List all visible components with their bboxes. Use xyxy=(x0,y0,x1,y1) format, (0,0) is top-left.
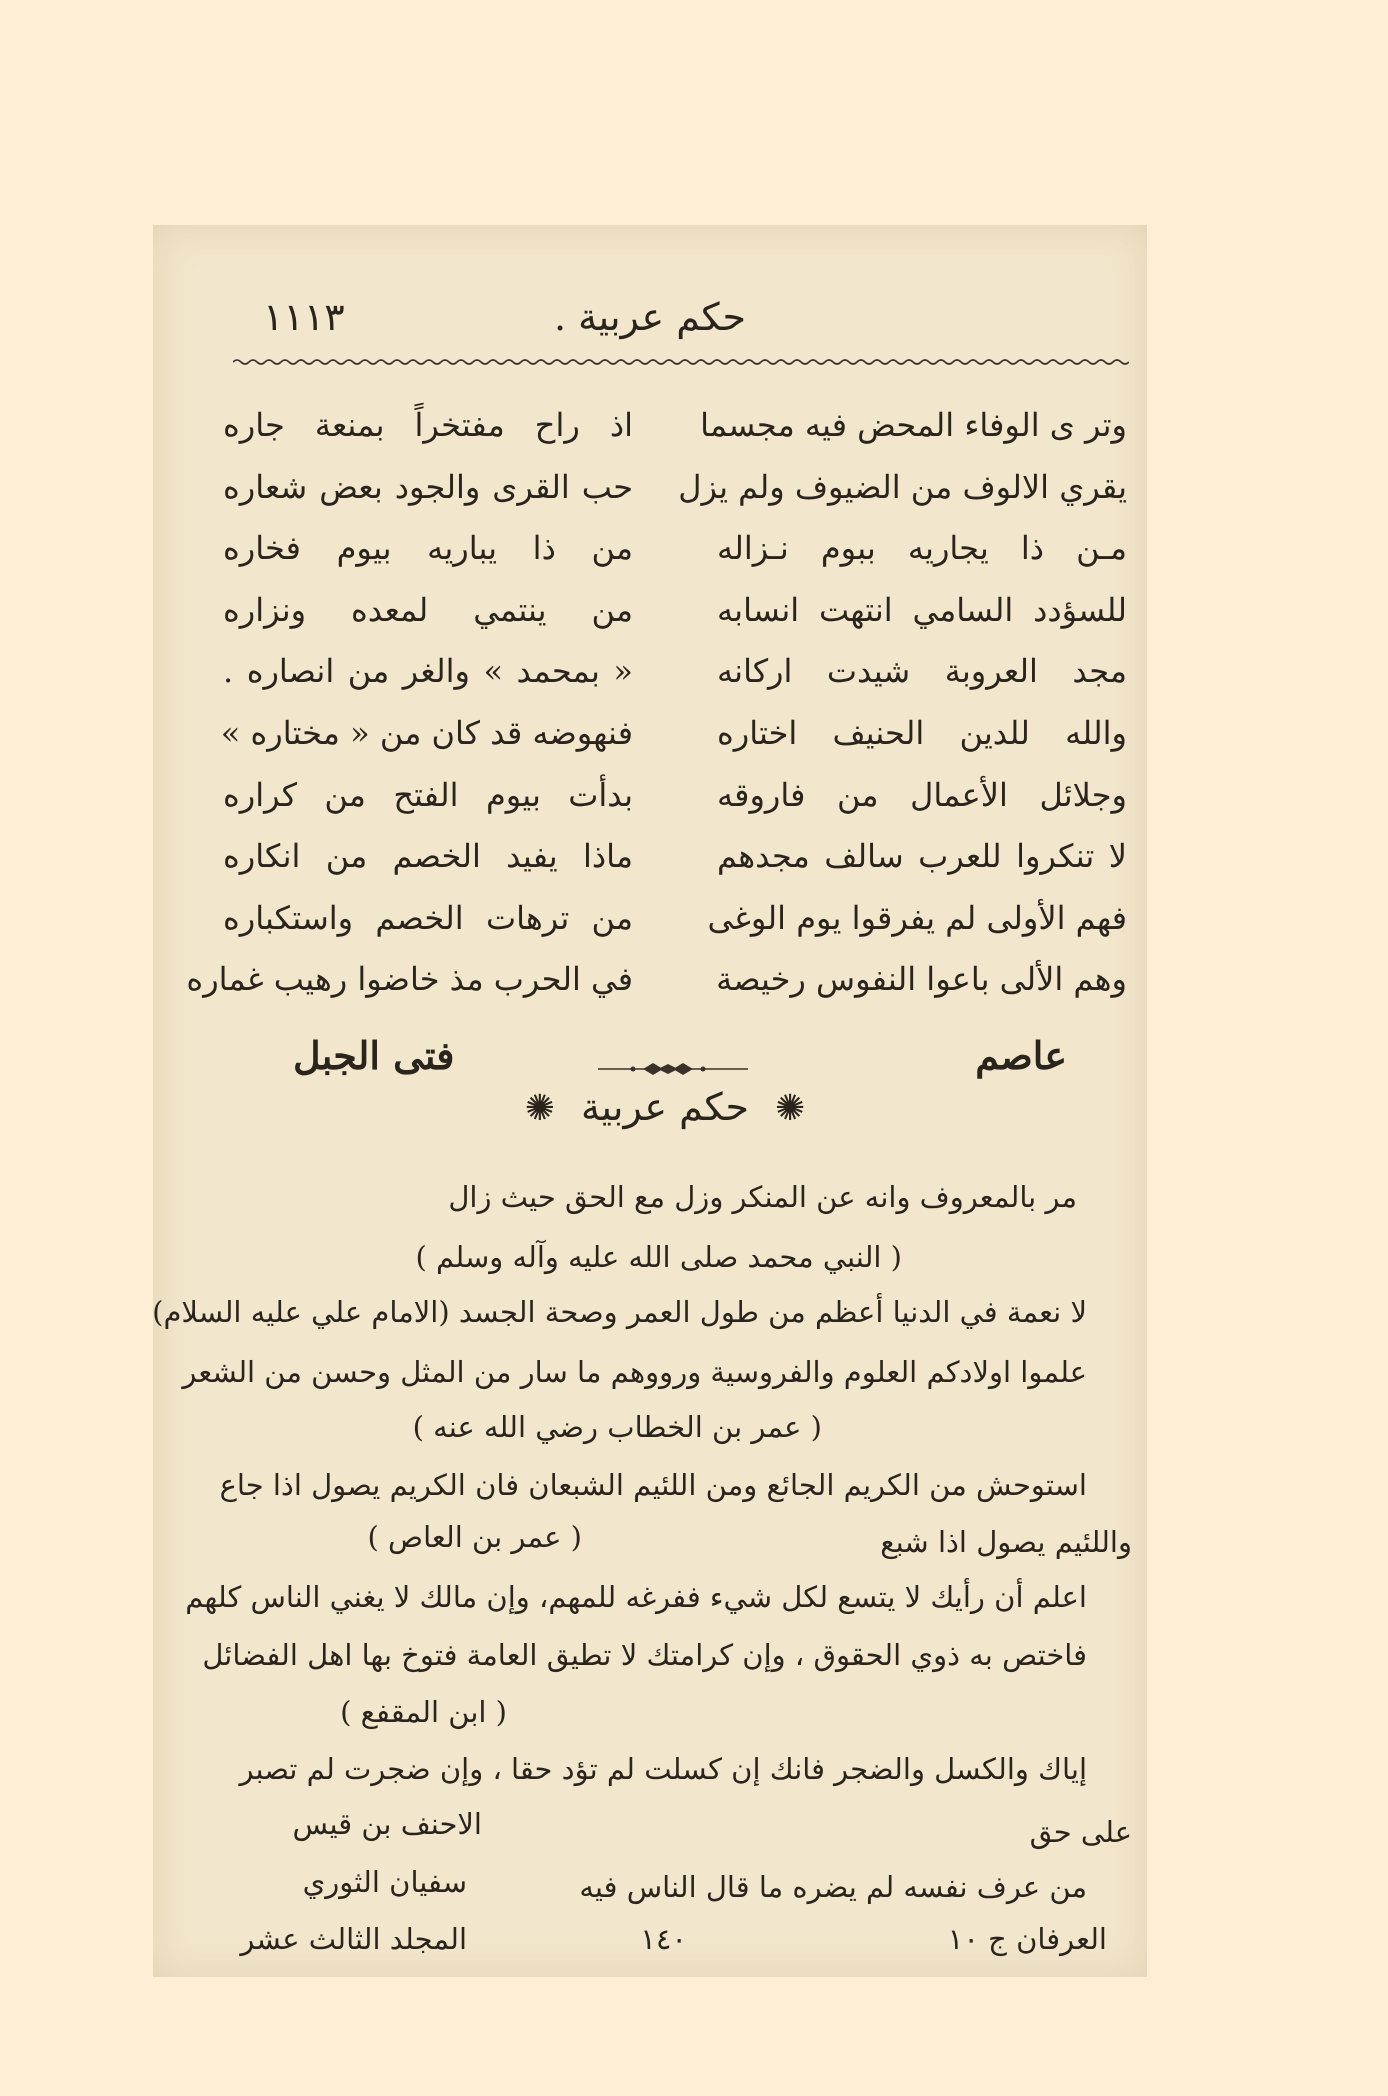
section-heading xyxy=(153,1085,1147,1129)
verse-right-6: والله للدين الحنيف اختاره xyxy=(717,713,1127,752)
saying-attribution-5: ( ابن المقفع ) xyxy=(340,1695,507,1729)
saying-line-4: استوحش من الكريم الجائع ومن اللئيم الشبعان فان الكريم يصول اذا جاع xyxy=(219,1468,1087,1502)
verse-left-10: في الحرب مذ خاضوا رهيب غماره xyxy=(186,960,633,999)
verse-left-7: بدأت بيوم الفتح من كراره xyxy=(223,775,633,814)
saying-line-6-cont: على حق xyxy=(1029,1815,1132,1849)
verse-left-8: ماذا يفيد الخصم من انكاره xyxy=(223,837,633,876)
saying-line-1: مر بالمعروف وانه عن المنكر وزل مع الحق حيث زال xyxy=(448,1180,1077,1214)
saying-attribution-3: ( عمر بن الخطاب رضي الله عنه ) xyxy=(412,1410,822,1444)
verse-left-5: « بمحمد » والغر من انصاره . xyxy=(223,652,633,691)
star-ornament-icon: ✺ xyxy=(775,1088,806,1129)
saying-line-2: لا نعمة في الدنيا أعظم من طول العمر وصحة الجسد (الامام علي عليه السلام) xyxy=(152,1295,1087,1329)
scanned-page xyxy=(153,225,1147,1977)
verse-right-4: للسؤدد السامي انتهت انسابه xyxy=(717,590,1127,629)
poem-signature-left: فتى الجبل xyxy=(293,1033,455,1078)
saying-attribution-4: ( عمر بن العاص ) xyxy=(367,1520,582,1554)
saying-attribution-7: سفيان الثوري xyxy=(302,1865,467,1899)
page-header xyxy=(223,295,1077,355)
saying-line-6: إياك والكسل والضجر فانك إن كسلت لم تؤد حقا ، وإن ضجرت لم تصبر xyxy=(239,1752,1087,1786)
verse-right-5: مجد العروبة شيدت اركانه xyxy=(717,652,1127,691)
verse-left-1: اذ راح مفتخراً بمنعة جاره xyxy=(223,406,633,444)
verse-left-4: من ينتمي لمعده ونزاره xyxy=(223,590,633,629)
verse-right-2: يقري الالوف من الضيوف ولم يزل xyxy=(678,467,1127,506)
footer-issue: العرفان ج ١٠ xyxy=(947,1922,1107,1956)
poem-left-column xyxy=(186,395,633,1011)
footer-volume: المجلد الثالث عشر xyxy=(240,1922,467,1956)
saying-line-4-cont: واللئيم يصول اذا شبع xyxy=(880,1525,1132,1559)
verse-right-8: لا تنكروا للعرب سالف مجدهم xyxy=(717,837,1127,876)
footer-signature-number: ١٤٠ xyxy=(640,1922,687,1956)
saying-line-3: علموا اولادكم العلوم والفروسية ورووهم ما سار من المثل وحسن من الشعر xyxy=(182,1355,1087,1389)
saying-line-5-cont: فاختص به ذوي الحقوق ، وإن كرامتك لا تطيق العامة فتوخ بها اهل الفضائل xyxy=(202,1638,1087,1672)
verse-right-3: مـن ذا يجاريه ببوم نـزاله xyxy=(717,529,1127,568)
verse-left-3: من ذا يباريه بيوم فخاره xyxy=(223,529,633,568)
header-wavy-rule xyxy=(233,357,1129,367)
poem-signature-right: عاصم xyxy=(975,1033,1067,1078)
section-divider-ornament xyxy=(598,1060,748,1078)
verse-left-9: من ترهات الخصم واستكباره xyxy=(223,898,633,937)
saying-attribution-6: الاحنف بن قيس xyxy=(292,1807,482,1841)
star-ornament-icon: ✺ xyxy=(524,1088,555,1129)
verse-right-1: وتر ی الوفاء المحض فيه مجسما xyxy=(700,406,1127,444)
verse-right-10: وهم الألى باعوا النفوس رخيصة xyxy=(716,960,1127,999)
verse-left-2: حب القرى والجود بعض شعاره xyxy=(223,467,633,506)
saying-line-5: اعلم أن رأيك لا يتسع لكل شيء ففرغه للمهم، وإن مالك لا يغني الناس كلهم xyxy=(185,1580,1087,1614)
header-page-number: ١١١٣ xyxy=(263,295,345,339)
header-title: حكم عربية . xyxy=(553,295,747,339)
verse-right-7: وجلائل الأعمال من فاروقه xyxy=(717,775,1127,814)
verse-left-6: فنهوضه قد كان من « مختاره » xyxy=(220,713,633,752)
verse-right-9: فهم الأولى لم يفرقوا يوم الوغى xyxy=(707,898,1127,937)
saying-line-7: من عرف نفسه لم يضره ما قال الناس فيه xyxy=(579,1870,1087,1904)
poem-right-column xyxy=(678,395,1127,1011)
saying-attribution-1: ( النبي محمد صلى الله عليه وآله وسلم ) xyxy=(415,1240,902,1274)
section-title-text: حكم عربية xyxy=(581,1085,749,1129)
